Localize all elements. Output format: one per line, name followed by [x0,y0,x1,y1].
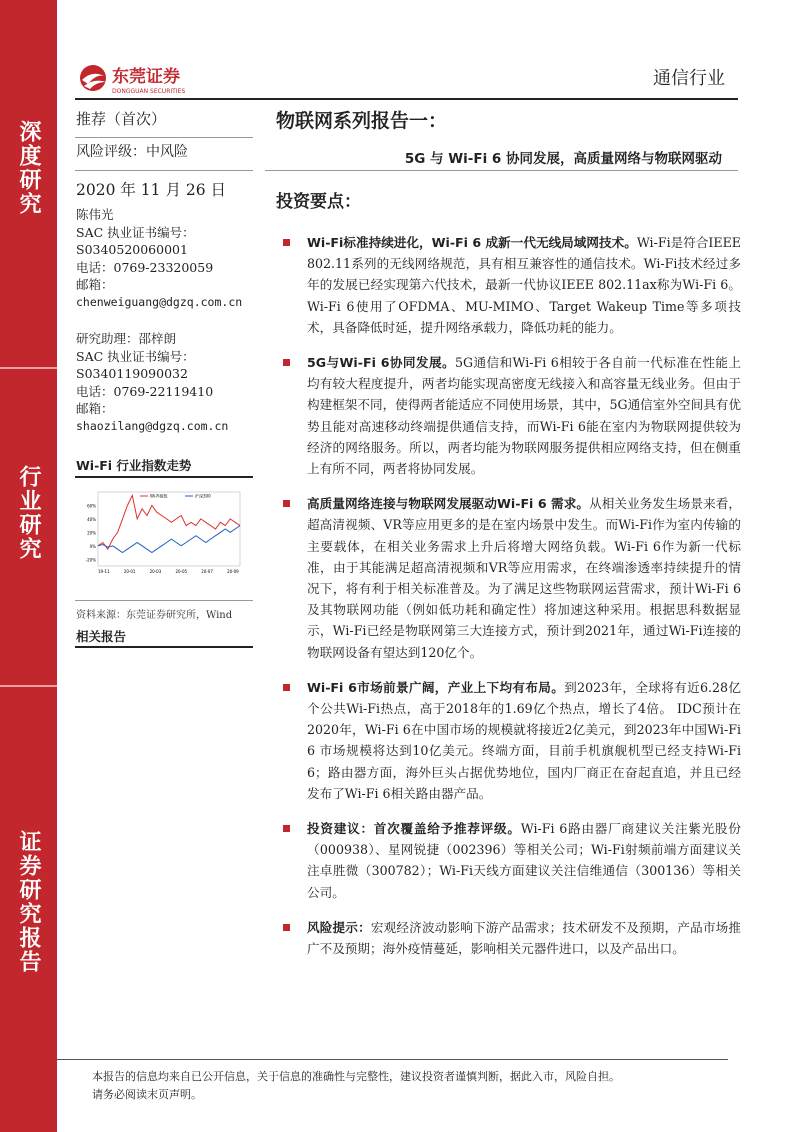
assistant-info [76,330,228,435]
section-title: 投资要点： [276,192,361,212]
y-tick-label: 60% [87,503,96,509]
key-point-heading: Wi-Fi 6市场前景广阔，产业上下均有布局。 [307,679,565,695]
bullet-square-icon [283,825,290,832]
sidebar-section-deep [0,120,57,300]
analyst-cert-number: S0340520060001 [76,242,188,257]
related-reports-title: 相关报告 [76,629,127,644]
assistant-email: shaozilang@dgzq.com.cn [76,418,229,433]
sidebar-section-industry [0,465,57,625]
disclaimer-note: 请务必阅读末页声明。 [92,1088,202,1101]
key-point [283,917,741,959]
divider [75,170,253,171]
company-logo [78,62,238,96]
y-tick-label: 40% [87,516,96,522]
key-point [283,493,741,663]
divider [75,476,253,478]
analyst-email: chenweiguang@dgzq.com.cn [76,294,243,309]
disclaimer-line: 本报告的信息均来自已公开信息，关于信息的准确性与完整性，建议投资者谨慎判断，据此入市，风险自担。 [92,1070,620,1083]
logo-subtext: DONGGUAN SECURITIES [112,88,186,95]
analyst-phone: 电话：0769-23320059 [76,259,214,275]
y-tick-label: 0% [89,543,96,549]
footer-rule [57,1059,728,1060]
subtitle-rule [265,170,738,171]
analyst-cert-label: SAC 执业证书编号： [76,224,195,240]
assistant-email-label: 邮箱： [76,401,114,416]
disclaimer [92,1068,620,1104]
bullet-square-icon [283,924,290,931]
y-tick-label: -20% [85,557,96,563]
analyst-name: 陈伟光 [76,207,114,222]
bullet-square-icon [283,500,290,507]
sidebar-section-report [0,830,57,1020]
industry-label: 通信行业 [653,68,725,89]
bullet-square-icon [283,239,290,246]
bullet-square-icon [283,359,290,366]
key-point [283,677,741,804]
logo-text: 东莞证券 [112,67,180,87]
logo-mark-icon [78,62,238,96]
assistant-name: 研究助理：邵梓朗 [76,331,177,346]
report-date: 2020 年 11 月 26 日 [76,181,227,199]
report-title: 物联网系列报告一： [276,110,448,132]
sidebar [0,0,57,1132]
divider [75,137,253,138]
analyst-email-label: 邮箱： [76,277,114,292]
key-points [283,232,741,973]
legend-label: Wi-Fi指数 [150,493,168,499]
key-point [283,818,741,903]
series-line [98,526,240,553]
key-point-heading: 投资建议：首次覆盖给予推荐评级。 [307,821,521,837]
bullet-square-icon [283,684,290,691]
assistant-cert-number: S0340119090032 [76,366,188,381]
key-point [283,352,741,479]
legend-label: 沪深300 [195,493,211,499]
recommendation: 推荐（首次） [76,110,167,128]
risk-rating: 风险评级：中风险 [76,144,188,160]
x-tick-label: 20-05 [175,569,188,574]
x-tick-label: 19-11 [98,569,110,574]
sidebar-divider [0,685,57,687]
chart-source: 资料来源：东莞证券研究所，Wind [76,610,233,621]
rating-block [76,105,254,128]
key-point-heading: 5G与Wi-Fi 6协同发展。 [307,355,455,371]
x-tick-label: 20-03 [149,569,162,574]
key-point-body: Wi-Fi 6路由器厂商建议关注紫光股份（000938）、星网锐捷（002396）等相关公司；Wi-Fi射频前端方面建议关注卓胜微（300782）；Wi-Fi天线方面建议关注信维通信（300136）等相关公司。 [307,821,741,900]
x-tick-label: 20-01 [123,569,136,574]
sidebar-divider [0,367,57,369]
key-point-body: Wi-Fi是符合IEEE 802.11系列的无线网络规范，具有相互兼容性的通信技术。Wi-Fi技术经过多年的发展已经实现第六代技术，最新一代协议IEEE 802.11ax称为Wi-Fi 6。Wi-Fi 6使用了OFDMA、MU-MIMO、Target Wakeup Time等多项技术，具备降低时延，提升网络承载力，降低功耗的能力。 [307,235,741,335]
key-point-body: 宏观经济波动影响下游产品需求；技术研发不及预期，产品市场推广不及预期；海外疫情蔓延，影响相关元器件进口，以及产品出口。 [307,919,742,957]
sidebar-label-report: 证券研究报告 [16,830,41,974]
report-subtitle: 5G 与 Wi-Fi 6 协同发展，高质量网络与物联网驱动 [404,151,722,167]
header-rule [75,98,738,100]
x-tick-label: 20-09 [227,569,239,574]
key-point-heading: Wi-Fi标准持续进化，Wi-Fi 6 成新一代无线局域网技术。 [307,235,637,250]
x-tick-label: 20-07 [201,569,213,574]
key-point-body: 5G通信和Wi-Fi 6相较于各自前一代标准在性能上均有较大程度提升，两者均能实现高密度无线接入和高容量无线业务。但由于构建框架不同，使得两者能适应不同使用场景，其中，5G通信室外空间具有优势且能对高速移动终端提供通信支持，而Wi-Fi 6能在室内为物联网提供较为经济的网络服务。所以，两者均能为物联网服务提供相应网络支持，但在侧重上有所不同，两者将协同发展。 [307,355,741,477]
divider [75,600,253,601]
key-point [283,232,741,338]
chart-title: Wi-Fi 行业指数走势 [76,458,192,473]
key-point-body: 从相关业务发生场景来看，超高清视频、VR等应用更多的是在室内场景中发生。而Wi-Fi作为室内传输的主要载体，在相关业务需求上升后将增大网络负载。Wi-Fi 6作为新一代标准，由于其能满足超高清视频和VR等应用需求，在终端渗透率持续提升的情况下，将有利于相关标准普及。为了满足这些物联网运营需求，预计Wi-Fi 6及其物联网功能（例如低功耗和确定性）将加速这种采用。根据思科数据显示，Wi-Fi已经是物联网第三大连接方式，预计到2021年，通过Wi-Fi连接的物联网设备有望达到120亿个。 [307,496,742,660]
assistant-phone: 电话：0769-22119410 [76,383,214,399]
key-point-heading: 风险提示： [307,919,371,935]
analyst-info [76,206,242,311]
divider [75,646,253,648]
assistant-cert-label: SAC 执业证书编号： [76,348,195,364]
key-point-body: 到2023年，全球将有近6.28亿个公共Wi-Fi热点，高于2018年的1.69亿个热点，增长了4倍。 IDC预计在2020年，Wi-Fi 6在中国市场的规模就将接近2亿美元，到2023年中国Wi-Fi 6 市场规模将达到10亿美元。终端方面，目前手机旗舰机型已经支持Wi-Fi 6；路由器方面，海外巨头占据优势地位，国内厂商正在奋起直追，并且已经发布了Wi-Fi 6相关路由器产品。 [307,679,741,801]
sidebar-label-deep: 深度研究 [16,120,41,216]
sidebar-label-industry: 行业研究 [16,465,41,561]
index-trend-chart [80,484,250,580]
y-tick-label: 20% [87,530,96,536]
key-point-heading: 高质量网络连接与物联网发展驱动Wi-Fi 6 需求。 [307,496,590,512]
